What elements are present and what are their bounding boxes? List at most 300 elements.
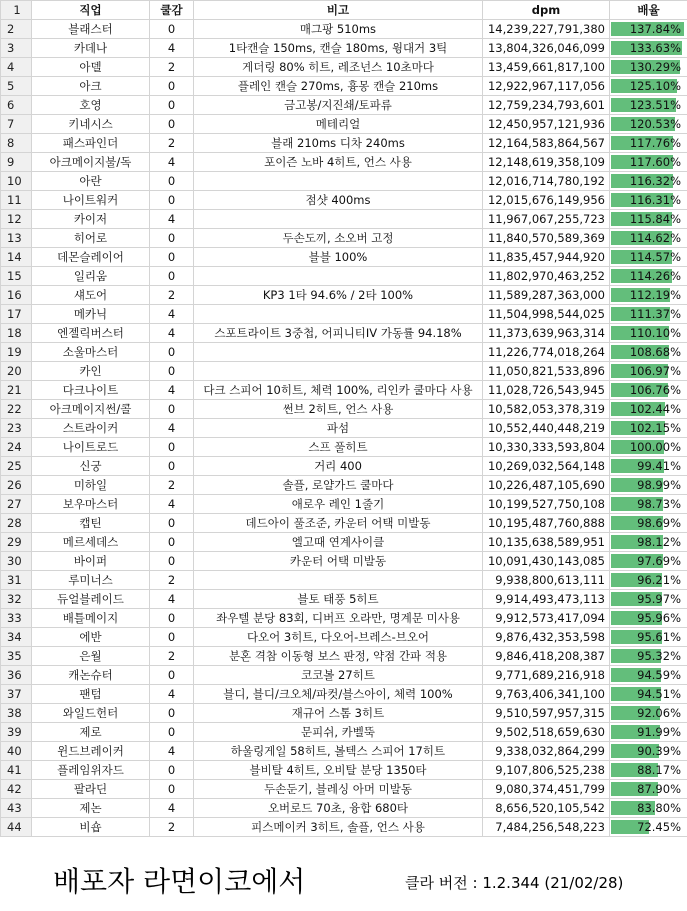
cell-cooldown[interactable]: 4 [150,210,194,229]
cell-cooldown[interactable]: 0 [150,704,194,723]
cell-ratio[interactable] [610,419,687,438]
cell-dpm[interactable]: 11,050,821,533,896 [483,362,610,381]
ratio-value: 87.90% [637,782,681,796]
row-number[interactable]: 4 [1,58,32,77]
cell-job[interactable]: 패스파인더 [32,134,150,153]
column-header-cooldown[interactable]: 쿨감 [150,1,194,20]
table-row [1,172,687,191]
cell-cooldown[interactable]: 0 [150,514,194,533]
cell-job[interactable]: 카이저 [32,210,150,229]
ratio-value: 133.63% [629,41,681,55]
cell-job[interactable]: 에반 [32,628,150,647]
row-number[interactable]: 20 [1,362,32,381]
cell-note[interactable]: 매그팡 510ms [194,20,483,39]
cell-cooldown[interactable]: 0 [150,362,194,381]
table-row [1,229,687,248]
cell-dpm[interactable]: 10,195,487,760,888 [483,514,610,533]
row-number[interactable]: 27 [1,495,32,514]
cell-cooldown[interactable]: 0 [150,248,194,267]
row-number[interactable]: 2 [1,20,32,39]
cell-job[interactable]: 캡틴 [32,514,150,533]
table-row [1,77,687,96]
cell-note[interactable]: 분혼 격참 이동형 보스 판정, 약점 간파 적용 [194,647,483,666]
cell-cooldown[interactable]: 0 [150,533,194,552]
ratio-value: 97.69% [637,554,681,568]
row-number[interactable]: 35 [1,647,32,666]
cell-ratio[interactable] [610,799,687,818]
cell-dpm[interactable]: 12,922,967,117,056 [483,77,610,96]
cell-cooldown[interactable]: 0 [150,115,194,134]
cell-note[interactable]: 블블 100% [194,248,483,267]
row-number[interactable]: 18 [1,324,32,343]
ratio-value: 117.60% [629,155,681,169]
cell-note[interactable]: 게더링 80% 히트, 레조넌스 10초마다 [194,58,483,77]
table-row [1,419,687,438]
cell-dpm[interactable]: 10,269,032,564,148 [483,457,610,476]
row-number[interactable]: 36 [1,666,32,685]
cell-ratio[interactable] [610,476,687,495]
cell-cooldown[interactable]: 0 [150,438,194,457]
cell-note[interactable]: 플레인 캔슬 270ms, 흉몽 캔슬 210ms [194,77,483,96]
table-row [1,324,687,343]
cell-note[interactable]: 금고봉/지진쇄/토파류 [194,96,483,115]
row-number-header[interactable]: 1 [1,1,32,20]
cell-job[interactable]: 신궁 [32,457,150,476]
cell-note[interactable]: 포이즌 노바 4히트, 언스 사용 [194,153,483,172]
cell-dpm[interactable]: 11,835,457,944,920 [483,248,610,267]
cell-cooldown[interactable]: 0 [150,343,194,362]
cell-cooldown[interactable]: 0 [150,267,194,286]
cell-dpm[interactable]: 12,759,234,793,601 [483,96,610,115]
cell-job[interactable]: 엔젤릭버스터 [32,324,150,343]
cell-note[interactable]: 하울링게일 58히트, 볼텍스 스피어 17히트 [194,742,483,761]
cell-ratio[interactable] [610,647,687,666]
cell-ratio[interactable] [610,343,687,362]
cell-note[interactable]: 문피쉬, 카벨뚝 [194,723,483,742]
row-number[interactable]: 37 [1,685,32,704]
row-number[interactable]: 44 [1,818,32,837]
cell-dpm[interactable]: 9,107,806,525,238 [483,761,610,780]
cell-cooldown[interactable]: 0 [150,780,194,799]
row-number[interactable]: 8 [1,134,32,153]
cell-job[interactable]: 비숍 [32,818,150,837]
cell-note[interactable]: 썬브 2히트, 언스 사용 [194,400,483,419]
cell-note[interactable]: 데드아이 풀조준, 카운터 어택 미발동 [194,514,483,533]
cell-cooldown[interactable]: 0 [150,457,194,476]
row-number[interactable]: 15 [1,267,32,286]
cell-cooldown[interactable]: 0 [150,400,194,419]
row-number[interactable]: 30 [1,552,32,571]
row-number[interactable]: 34 [1,628,32,647]
cell-dpm[interactable]: 9,912,573,417,094 [483,609,610,628]
cell-note[interactable] [194,210,483,229]
cell-job[interactable]: 윈드브레이커 [32,742,150,761]
cell-note[interactable]: 1타캔슬 150ms, 캔슬 180ms, 윙대거 3틱 [194,39,483,58]
cell-ratio[interactable] [610,438,687,457]
ratio-value: 114.57% [629,250,681,264]
cell-note[interactable] [194,267,483,286]
cell-dpm[interactable]: 14,239,227,791,380 [483,20,610,39]
cell-ratio[interactable] [610,723,687,742]
cell-note[interactable]: 오버로드 70초, 융합 680타 [194,799,483,818]
cell-note[interactable]: 파섬 [194,419,483,438]
ratio-value: 111.37% [629,307,681,321]
cell-note[interactable]: 메테리얼 [194,115,483,134]
cell-ratio[interactable] [610,590,687,609]
column-header-ratio[interactable]: 배율 [610,1,687,20]
ratio-value: 98.99% [637,478,681,492]
cell-dpm[interactable]: 9,846,418,208,387 [483,647,610,666]
cell-cooldown[interactable]: 4 [150,590,194,609]
cell-note[interactable]: 다오어 3히트, 다오어-브레스-브오어 [194,628,483,647]
cell-note[interactable]: 두손둔기, 블레싱 아머 미발동 [194,780,483,799]
table-row [1,780,687,799]
cell-job[interactable]: 팔라딘 [32,780,150,799]
row-number[interactable]: 22 [1,400,32,419]
cell-note[interactable]: 코코볼 27히트 [194,666,483,685]
cell-ratio[interactable] [610,666,687,685]
cell-job[interactable]: 제로 [32,723,150,742]
cell-ratio[interactable] [610,552,687,571]
row-number[interactable]: 25 [1,457,32,476]
table-row [1,153,687,172]
cell-ratio[interactable] [610,96,687,115]
column-header-job[interactable]: 직업 [32,1,150,20]
cell-job[interactable]: 바이퍼 [32,552,150,571]
cell-ratio[interactable] [610,400,687,419]
cell-ratio[interactable] [610,324,687,343]
cell-dpm[interactable]: 10,091,430,143,085 [483,552,610,571]
cell-job[interactable]: 다크나이트 [32,381,150,400]
cell-job[interactable]: 메르세데스 [32,533,150,552]
table-row [1,552,687,571]
cell-ratio[interactable] [610,685,687,704]
cell-job[interactable]: 플레임위자드 [32,761,150,780]
row-number[interactable]: 19 [1,343,32,362]
cell-job[interactable]: 나이트워커 [32,191,150,210]
cell-ratio[interactable] [610,286,687,305]
table-row [1,400,687,419]
cell-cooldown[interactable]: 2 [150,647,194,666]
cell-ratio[interactable] [610,134,687,153]
cell-ratio[interactable] [610,628,687,647]
cell-cooldown[interactable]: 4 [150,742,194,761]
cell-cooldown[interactable]: 4 [150,799,194,818]
cell-job[interactable]: 아크 [32,77,150,96]
header-row [1,1,687,20]
cell-note[interactable]: 다크 스피어 10히트, 체력 100%, 리인카 쿨마다 사용 [194,381,483,400]
cell-ratio[interactable] [610,495,687,514]
cell-ratio[interactable] [610,514,687,533]
cell-note[interactable]: 블래 210ms 디차 240ms [194,134,483,153]
cell-dpm[interactable]: 10,582,053,378,319 [483,400,610,419]
row-number[interactable]: 39 [1,723,32,742]
row-number[interactable]: 9 [1,153,32,172]
cell-dpm[interactable]: 9,763,406,341,100 [483,685,610,704]
cell-note[interactable] [194,343,483,362]
cell-note[interactable]: 거리 400 [194,457,483,476]
cell-cooldown[interactable]: 4 [150,685,194,704]
cell-dpm[interactable]: 11,028,726,543,945 [483,381,610,400]
cell-dpm[interactable]: 10,199,527,750,108 [483,495,610,514]
cell-job[interactable]: 배틀메이지 [32,609,150,628]
row-number[interactable]: 29 [1,533,32,552]
ratio-value: 116.32% [629,174,681,188]
row-number[interactable]: 17 [1,305,32,324]
cell-cooldown[interactable]: 2 [150,818,194,837]
cell-dpm[interactable]: 9,502,518,659,630 [483,723,610,742]
cell-dpm[interactable]: 10,135,638,589,951 [483,533,610,552]
cell-note[interactable]: 피스메이커 3히트, 솔플, 언스 사용 [194,818,483,837]
ratio-value: 117.76% [629,136,681,150]
cell-ratio[interactable] [610,191,687,210]
cell-ratio[interactable] [610,115,687,134]
cell-dpm[interactable]: 11,589,287,363,000 [483,286,610,305]
ratio-value: 94.51% [637,687,681,701]
row-number[interactable]: 12 [1,210,32,229]
cell-ratio[interactable] [610,58,687,77]
cell-dpm[interactable]: 11,504,998,544,025 [483,305,610,324]
cell-job[interactable]: 루미너스 [32,571,150,590]
cell-ratio[interactable] [610,609,687,628]
table-row [1,476,687,495]
cell-note[interactable]: 좌우텔 분당 83회, 디버프 오라만, 명계문 미사용 [194,609,483,628]
cell-note[interactable]: 솔플, 로얄가드 쿨마다 [194,476,483,495]
column-header-note[interactable]: 비고 [194,1,483,20]
cell-job[interactable]: 제논 [32,799,150,818]
table-row [1,286,687,305]
cell-job[interactable]: 듀얼블레이드 [32,590,150,609]
cell-ratio[interactable] [610,533,687,552]
cell-job[interactable]: 데몬슬레이어 [32,248,150,267]
cell-job[interactable]: 캐논슈터 [32,666,150,685]
cell-dpm[interactable]: 10,226,487,105,690 [483,476,610,495]
cell-dpm[interactable]: 12,015,676,149,956 [483,191,610,210]
cell-dpm[interactable]: 9,338,032,864,299 [483,742,610,761]
cell-note[interactable] [194,172,483,191]
cell-cooldown[interactable]: 2 [150,134,194,153]
cell-note[interactable]: 점샷 400ms [194,191,483,210]
cell-note[interactable]: 카운터 어택 미발동 [194,552,483,571]
cell-cooldown[interactable]: 0 [150,666,194,685]
row-number[interactable]: 32 [1,590,32,609]
cell-ratio[interactable] [610,704,687,723]
cell-note[interactable] [194,362,483,381]
cell-job[interactable]: 은월 [32,647,150,666]
cell-note[interactable]: 재규어 스톰 3히트 [194,704,483,723]
cell-note[interactable]: 블디, 블디/크오체/파컷/블스아이, 체력 100% [194,685,483,704]
cell-cooldown[interactable]: 0 [150,761,194,780]
cell-dpm[interactable]: 11,226,774,018,264 [483,343,610,362]
cell-job[interactable]: 아크메이지썬/콜 [32,400,150,419]
cell-note[interactable] [194,571,483,590]
cell-note[interactable] [194,305,483,324]
cell-cooldown[interactable]: 0 [150,609,194,628]
cell-cooldown[interactable]: 4 [150,419,194,438]
row-number[interactable]: 10 [1,172,32,191]
cell-note[interactable]: 애로우 레인 1줄기 [194,495,483,514]
cell-note[interactable]: KP3 1타 94.6% / 2타 100% [194,286,483,305]
cell-job[interactable]: 키네시스 [32,115,150,134]
cell-dpm[interactable]: 12,148,619,358,109 [483,153,610,172]
cell-ratio[interactable] [610,172,687,191]
cell-dpm[interactable]: 10,330,333,593,804 [483,438,610,457]
row-number[interactable]: 6 [1,96,32,115]
cell-ratio[interactable] [610,248,687,267]
table-row [1,115,687,134]
row-number[interactable]: 23 [1,419,32,438]
cell-cooldown[interactable]: 0 [150,628,194,647]
cell-dpm[interactable]: 12,450,957,121,936 [483,115,610,134]
cell-job[interactable]: 섀도어 [32,286,150,305]
cell-ratio[interactable] [610,20,687,39]
table-row [1,514,687,533]
cell-dpm[interactable]: 10,552,440,448,219 [483,419,610,438]
row-number[interactable]: 21 [1,381,32,400]
row-number[interactable]: 33 [1,609,32,628]
cell-dpm[interactable]: 12,016,714,780,192 [483,172,610,191]
cell-job[interactable]: 일리움 [32,267,150,286]
row-number[interactable]: 3 [1,39,32,58]
row-number[interactable]: 13 [1,229,32,248]
ratio-value: 125.10% [629,79,681,93]
table-row [1,438,687,457]
cell-job[interactable]: 호영 [32,96,150,115]
cell-job[interactable]: 아란 [32,172,150,191]
row-number[interactable]: 42 [1,780,32,799]
row-number[interactable]: 31 [1,571,32,590]
row-number[interactable]: 43 [1,799,32,818]
cell-note[interactable]: 스포트라이트 3중첩, 어피니티IV 가동률 94.18% [194,324,483,343]
cell-dpm[interactable]: 13,804,326,046,099 [483,39,610,58]
cell-job[interactable]: 보우마스터 [32,495,150,514]
cell-cooldown[interactable]: 4 [150,153,194,172]
cell-job[interactable]: 와일드헌터 [32,704,150,723]
cell-ratio[interactable] [610,780,687,799]
cell-cooldown[interactable]: 0 [150,172,194,191]
cell-ratio[interactable] [610,362,687,381]
ratio-value: 98.69% [637,516,681,530]
row-number[interactable]: 5 [1,77,32,96]
cell-cooldown[interactable]: 4 [150,39,194,58]
cell-dpm[interactable]: 9,914,493,473,113 [483,590,610,609]
row-number[interactable]: 41 [1,761,32,780]
cell-ratio[interactable] [610,761,687,780]
column-header-dpm[interactable]: dpm [483,1,610,20]
cell-cooldown[interactable]: 4 [150,381,194,400]
version-text: 클라 버전 : 1.2.344 (21/02/28) [405,874,624,892]
cell-cooldown[interactable]: 2 [150,476,194,495]
ratio-value: 95.97% [637,592,681,606]
cell-cooldown[interactable]: 4 [150,495,194,514]
cell-dpm[interactable]: 9,080,374,451,799 [483,780,610,799]
cell-cooldown[interactable]: 0 [150,552,194,571]
cell-dpm[interactable]: 13,459,661,817,100 [483,58,610,77]
row-number[interactable]: 26 [1,476,32,495]
table-row [1,96,687,115]
row-number[interactable]: 38 [1,704,32,723]
cell-ratio[interactable] [610,818,687,837]
ratio-value: 95.96% [637,611,681,625]
cell-ratio[interactable] [610,267,687,286]
cell-cooldown[interactable]: 0 [150,96,194,115]
cell-cooldown[interactable]: 0 [150,723,194,742]
cell-dpm[interactable]: 9,510,597,957,315 [483,704,610,723]
cell-ratio[interactable] [610,77,687,96]
ratio-value: 114.62% [629,231,681,245]
cell-note[interactable]: 블비탈 4히트, 오비탈 분당 1350타 [194,761,483,780]
cell-note[interactable]: 블토 태풍 5히트 [194,590,483,609]
cell-cooldown[interactable]: 0 [150,77,194,96]
cell-ratio[interactable] [610,571,687,590]
cell-dpm[interactable]: 11,373,639,963,314 [483,324,610,343]
row-number[interactable]: 16 [1,286,32,305]
cell-dpm[interactable]: 11,802,970,463,252 [483,267,610,286]
cell-ratio[interactable] [610,39,687,58]
table-row [1,457,687,476]
cell-dpm[interactable]: 9,938,800,613,111 [483,571,610,590]
cell-cooldown[interactable]: 0 [150,229,194,248]
cell-job[interactable]: 아크메이지불/독 [32,153,150,172]
row-number[interactable]: 7 [1,115,32,134]
cell-ratio[interactable] [610,381,687,400]
cell-job[interactable]: 나이트로드 [32,438,150,457]
row-number[interactable]: 40 [1,742,32,761]
cell-dpm[interactable]: 12,164,583,864,567 [483,134,610,153]
cell-ratio[interactable] [610,305,687,324]
cell-ratio[interactable] [610,229,687,248]
cell-cooldown[interactable]: 4 [150,324,194,343]
cell-dpm[interactable]: 7,484,256,548,223 [483,818,610,837]
cell-job[interactable]: 미하일 [32,476,150,495]
cell-job[interactable]: 카인 [32,362,150,381]
cell-ratio[interactable] [610,742,687,761]
table-row [1,248,687,267]
cell-ratio[interactable] [610,457,687,476]
cell-note[interactable]: 스프 풀히트 [194,438,483,457]
cell-dpm[interactable]: 8,656,520,105,542 [483,799,610,818]
cell-cooldown[interactable]: 2 [150,58,194,77]
row-number[interactable]: 28 [1,514,32,533]
cell-job[interactable]: 카데나 [32,39,150,58]
cell-cooldown[interactable]: 0 [150,20,194,39]
cell-job[interactable]: 블래스터 [32,20,150,39]
cell-ratio[interactable] [610,153,687,172]
row-number[interactable]: 11 [1,191,32,210]
cell-cooldown[interactable]: 2 [150,571,194,590]
table-row [1,666,687,685]
cell-job[interactable]: 메카닉 [32,305,150,324]
ratio-value: 110.10% [629,326,681,340]
cell-cooldown[interactable]: 4 [150,305,194,324]
row-number[interactable]: 14 [1,248,32,267]
cell-cooldown[interactable]: 0 [150,191,194,210]
cell-dpm[interactable]: 11,967,067,255,723 [483,210,610,229]
cell-note[interactable]: 엘고때 연계사이클 [194,533,483,552]
cell-cooldown[interactable]: 2 [150,286,194,305]
cell-dpm[interactable]: 9,876,432,353,598 [483,628,610,647]
cell-dpm[interactable]: 11,840,570,589,369 [483,229,610,248]
cell-job[interactable]: 소울마스터 [32,343,150,362]
cell-note[interactable]: 두손도끼, 소오버 고정 [194,229,483,248]
row-number[interactable]: 24 [1,438,32,457]
cell-dpm[interactable]: 9,771,689,216,918 [483,666,610,685]
cell-job[interactable]: 히어로 [32,229,150,248]
cell-job[interactable]: 스트라이커 [32,419,150,438]
cell-ratio[interactable] [610,210,687,229]
cell-job[interactable]: 팬텀 [32,685,150,704]
cell-job[interactable]: 아델 [32,58,150,77]
